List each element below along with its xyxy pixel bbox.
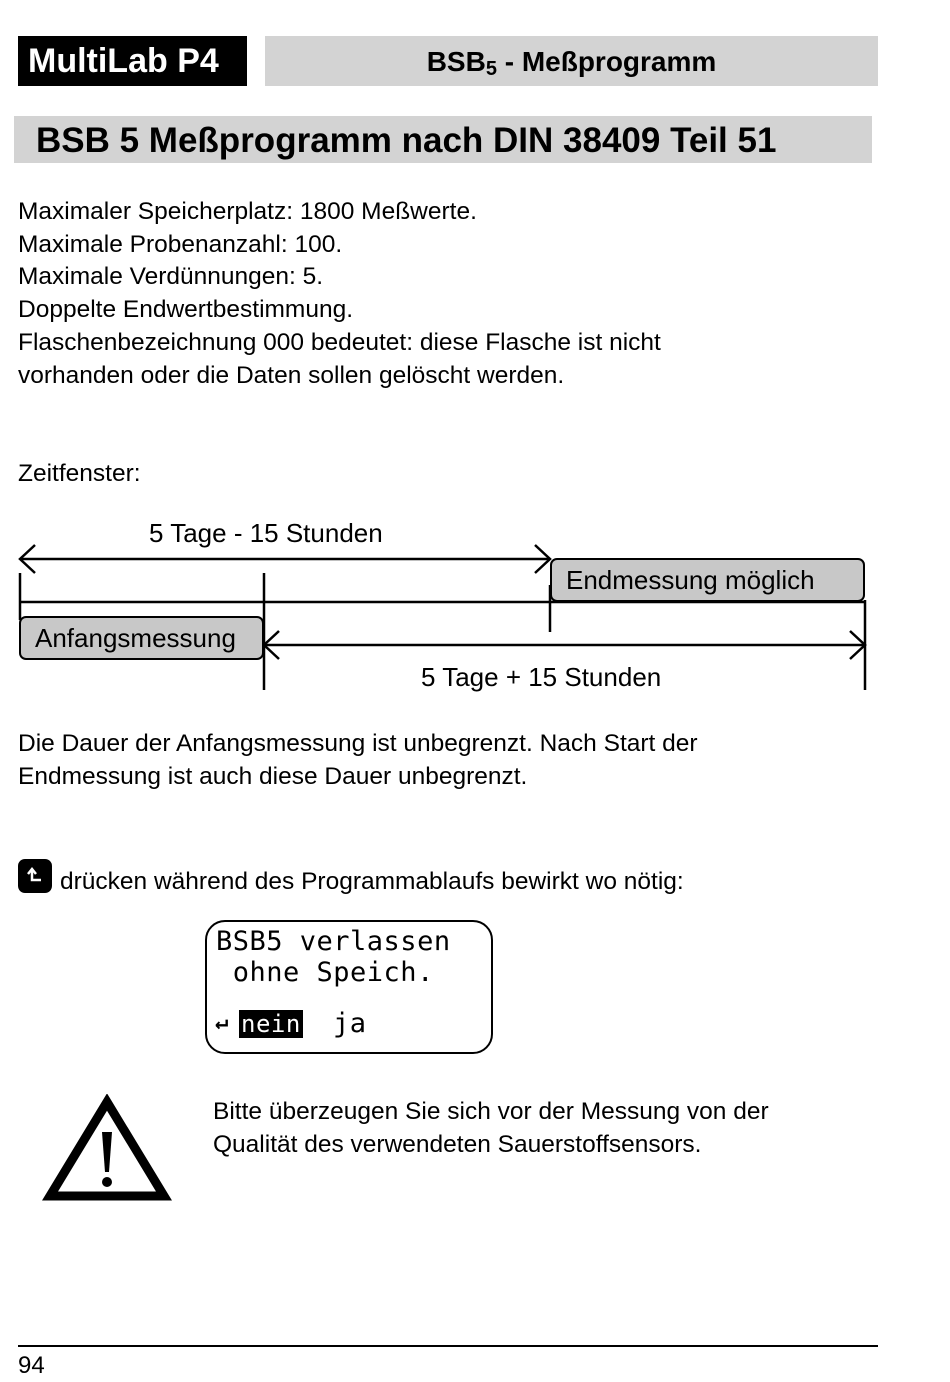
brand-label: MultiLab P4 — [18, 36, 247, 86]
lcd-line-2: ohne Speich. — [216, 957, 434, 988]
bottom-duration-label: 5 Tage + 15 Stunden — [421, 662, 662, 692]
intro-line: Maximale Verdünnungen: 5. — [18, 263, 324, 290]
intro-line: Doppelte Endwertbestimmung. — [18, 296, 354, 323]
intro-line: Maximaler Speicherplatz: 1800 Meßwerte. — [18, 198, 477, 225]
lcd-display — [205, 920, 493, 1054]
page-number: 94 — [18, 1352, 45, 1379]
warning-line: Qualität des verwendeten Sauerstoffsensors. — [213, 1131, 702, 1158]
return-arrow-icon: ↵ — [215, 1010, 229, 1035]
warning-icon — [42, 1094, 172, 1204]
lcd-line-1: BSB5 verlassen — [216, 926, 451, 957]
section-subscript: 5 — [485, 58, 497, 80]
top-duration-label: 5 Tage - 15 Stunden — [149, 518, 383, 548]
page-title: BSB 5 Meßprogramm nach DIN 38409 Teil 51 — [14, 116, 872, 163]
intro-line: Maximale Probenanzahl: 100. — [18, 231, 343, 258]
intro-line: vorhanden oder die Daten sollen gelöscht werden. — [18, 362, 565, 389]
start-measurement-box: Anfangsmessung — [19, 616, 264, 660]
duration-line: Die Dauer der Anfangsmessung ist unbegrenzt. Nach Start der — [18, 730, 698, 757]
duration-line: Endmessung ist auch diese Dauer unbegrenzt. — [18, 763, 528, 790]
section-prefix: BSB — [426, 46, 486, 77]
section-suffix: - Meßprogramm — [496, 46, 717, 77]
footer-divider — [18, 1345, 878, 1347]
intro-line: Flaschenbezeichnung 000 bedeutet: diese Flasche ist nicht — [18, 329, 661, 356]
timewindow-label: Zeitfenster: — [18, 460, 141, 487]
lcd-option-ja: ja — [333, 1008, 367, 1039]
lcd-option-selected: nein — [241, 1010, 301, 1038]
warning-line: Bitte überzeugen Sie sich vor der Messung von der — [213, 1098, 769, 1125]
key-instruction: drücken während des Programmablaufs bewirkt wo nötig: — [60, 868, 684, 895]
escape-key-icon — [18, 859, 52, 893]
end-measurement-box: Endmessung möglich — [550, 558, 865, 602]
